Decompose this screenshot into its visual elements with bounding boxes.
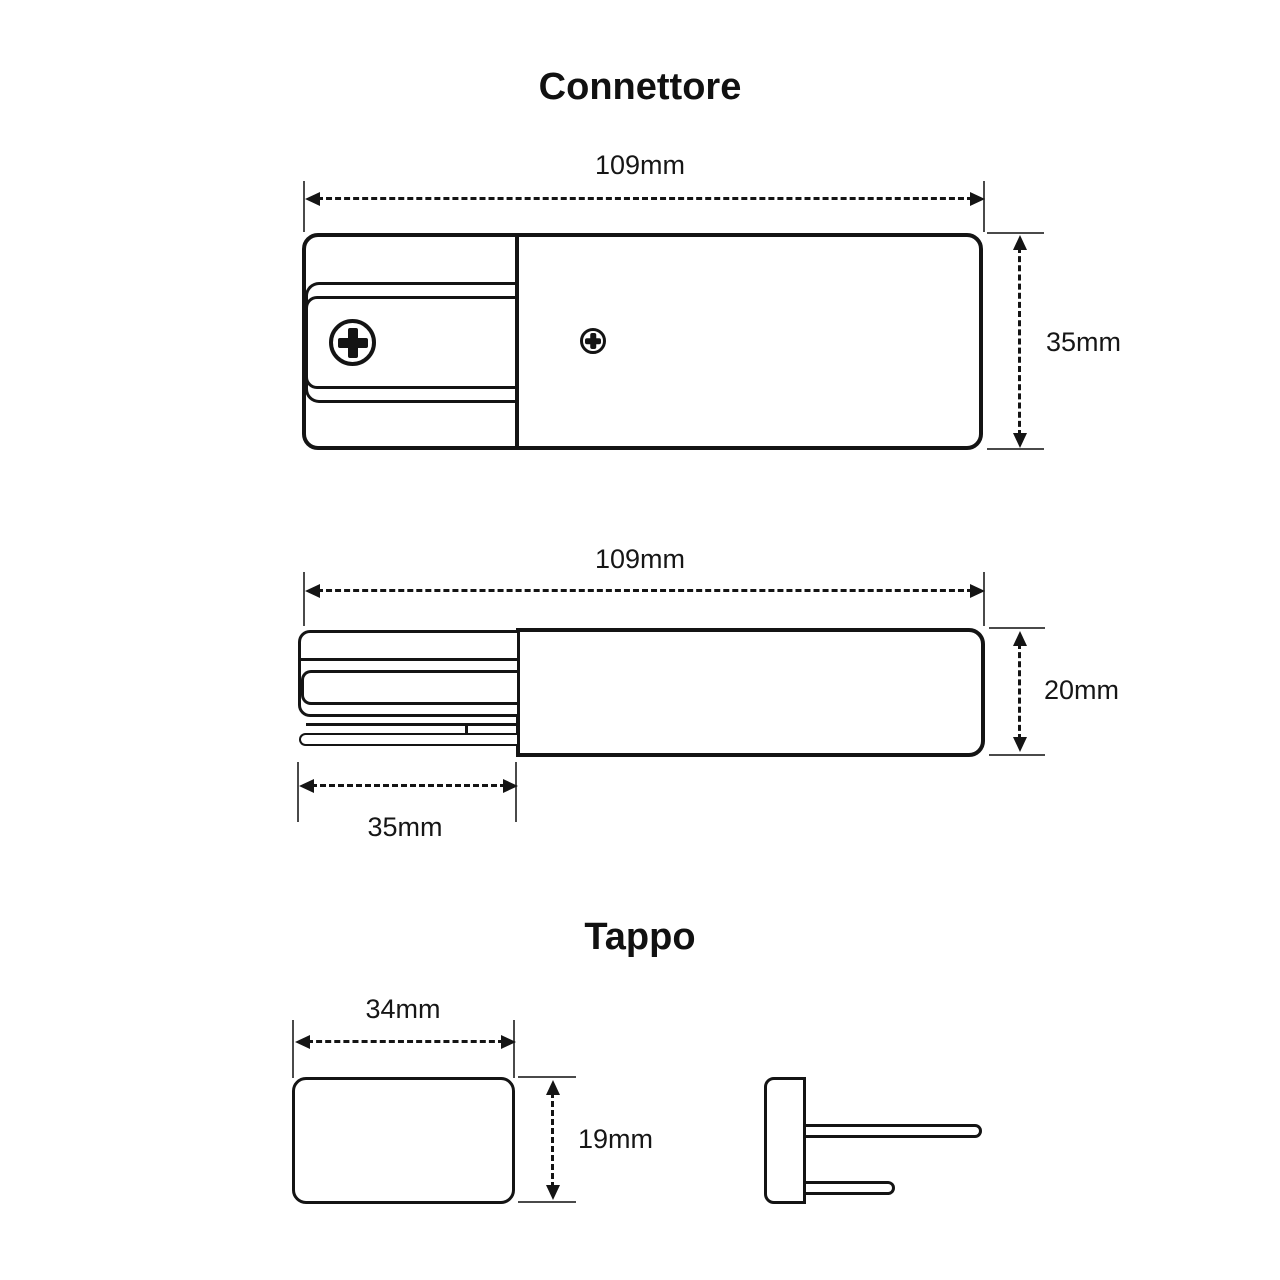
section-title-tappo: Tappo	[584, 916, 696, 958]
dashed-line	[551, 1092, 554, 1188]
arrowhead-left-icon	[305, 584, 320, 598]
arrowhead-up-icon	[1013, 631, 1027, 646]
screw-cross-bar	[348, 328, 358, 358]
connector-side-view-nested-tab	[301, 670, 517, 705]
dimension-line-cap-height	[544, 1080, 561, 1200]
phillips-screw-icon-large	[329, 319, 376, 366]
arrowhead-down-icon	[546, 1185, 560, 1200]
cap-side-view-prong-long	[804, 1124, 982, 1138]
dimension-label-tab-length: 35mm	[367, 812, 443, 842]
arrowhead-right-icon	[970, 192, 985, 206]
connector-side-view-seam-line	[301, 658, 517, 661]
arrowhead-right-icon	[970, 584, 985, 598]
dimension-line-sideview-height	[1011, 631, 1028, 752]
connector-side-view-plate-line	[306, 723, 517, 726]
extension-line	[303, 572, 305, 626]
extension-line	[989, 754, 1045, 756]
extension-line	[989, 627, 1045, 629]
arrowhead-up-icon	[546, 1080, 560, 1095]
dimension-label-cap-width: 34mm	[365, 994, 441, 1024]
phillips-screw-icon-small	[580, 328, 606, 354]
extension-line	[518, 1201, 576, 1203]
arrowhead-left-icon	[305, 192, 320, 206]
connector-side-view-tongue	[299, 733, 517, 746]
extension-line	[987, 448, 1044, 450]
arrowhead-down-icon	[1013, 433, 1027, 448]
dimension-line-topview-height	[1011, 235, 1028, 448]
dimension-label-sideview-length: 109mm	[594, 544, 686, 574]
cap-front-view-outline	[292, 1077, 515, 1204]
extension-line	[292, 1020, 294, 1078]
dashed-line	[1018, 643, 1021, 740]
connector-side-view-body	[516, 628, 985, 757]
dashed-line	[307, 1040, 504, 1043]
extension-line	[987, 232, 1044, 234]
extension-line	[983, 572, 985, 626]
arrowhead-up-icon	[1013, 235, 1027, 250]
arrowhead-right-icon	[501, 1035, 516, 1049]
dashed-line	[311, 784, 506, 787]
arrowhead-left-icon	[299, 779, 314, 793]
cap-side-view-prong-short	[804, 1181, 895, 1195]
section-title-connettore: Connettore	[538, 66, 742, 108]
dashed-line	[317, 197, 973, 200]
screw-cross-bar	[590, 333, 596, 349]
dimension-line-sideview-length	[305, 582, 985, 599]
dimension-label-topview-height: 35mm	[1046, 327, 1122, 357]
dimension-label-topview-length: 109mm	[594, 150, 686, 180]
dimension-line-cap-width	[295, 1033, 516, 1050]
dimension-line-topview-length	[305, 190, 985, 207]
dimension-label-cap-height: 19mm	[578, 1124, 654, 1154]
dashed-line	[317, 589, 973, 592]
arrowhead-left-icon	[295, 1035, 310, 1049]
arrowhead-down-icon	[1013, 737, 1027, 752]
extension-line	[518, 1076, 576, 1078]
dimension-label-sideview-height: 20mm	[1044, 675, 1120, 705]
dashed-line	[1018, 247, 1021, 436]
dimension-line-tab-length	[299, 777, 518, 794]
arrowhead-right-icon	[503, 779, 518, 793]
cap-side-view-body	[764, 1077, 806, 1204]
